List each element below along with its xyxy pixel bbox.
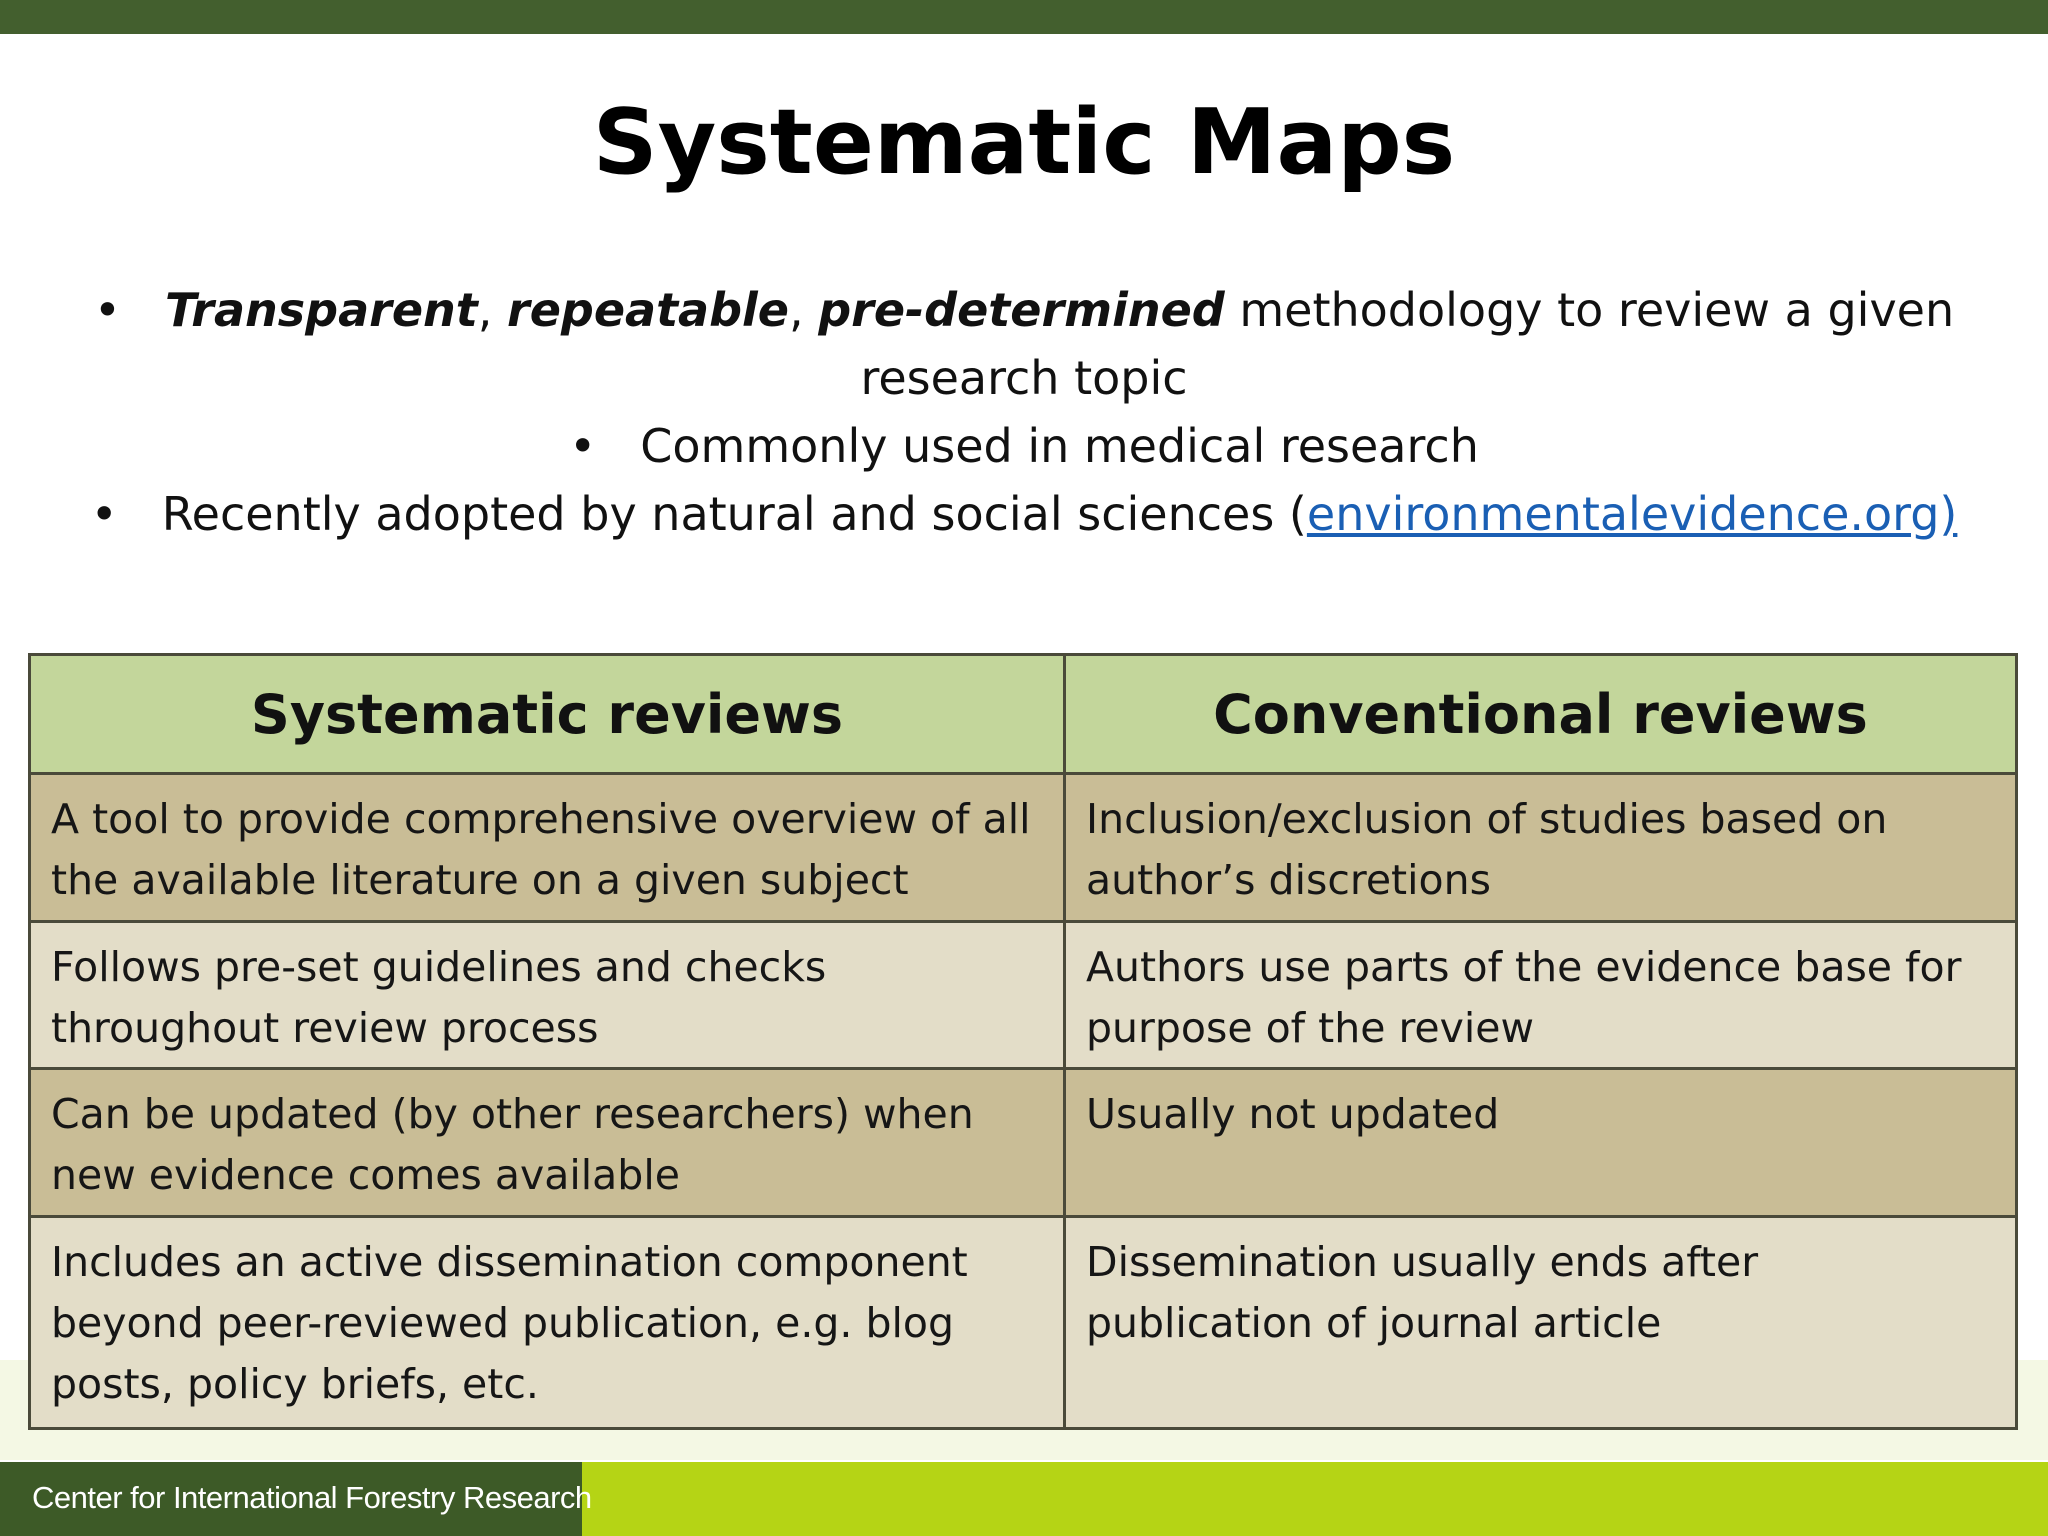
keyword-transparent: Transparent [164,283,478,337]
table-row [30,1069,2017,1217]
cell-systematic: Includes an active dissemination component beyond peer-reviewed publication, e.g. blog posts, policy briefs, etc. [30,1216,1065,1428]
cell-systematic: Can be updated (by other researchers) when new evidence comes available [30,1069,1065,1217]
comparison-table [28,653,2018,1430]
header-conventional-reviews: Conventional reviews [1065,655,2017,774]
table-row [30,774,2017,922]
keyword-repeatable: repeatable [507,283,789,337]
keyword-pre-determined: pre-determined [818,283,1225,337]
cell-conventional: Inclusion/exclusion of studies based on author’s discretions [1065,774,2017,922]
slide-title: Systematic Maps [592,90,1456,195]
bullet-text: Commonly used in medical research [640,419,1479,473]
bullet-dot-icon: • [569,419,597,473]
cell-systematic: Follows pre-set guidelines and checks throughout review process [30,921,1065,1069]
bullet-dot-icon: • [93,283,121,337]
table-header-row [30,655,2017,774]
top-banner [0,0,2048,34]
cell-systematic: A tool to provide comprehensive overview of all the available literature on a given subject [30,774,1065,922]
bullet-item-methodology-cont: research topic [860,351,1188,405]
environmental-evidence-link[interactable]: environmentalevidence.org) [1306,487,1958,541]
bullet-separator: , [789,283,819,337]
bullet-item-methodology [0,276,2048,344]
bullet-text: Recently adopted by natural and social sciences ( [161,487,1307,541]
bullet-item-medical [0,412,2048,480]
cell-conventional: Usually not updated [1065,1069,2017,1217]
table-row [30,1216,2017,1428]
table-row [30,921,2017,1069]
cell-conventional: Authors use parts of the evidence base for purpose of the review [1065,921,2017,1069]
bullet-text: methodology to review a given [1224,283,1955,337]
bullet-item-adopted [0,480,2048,548]
cell-conventional: Dissemination usually ends after publication of journal article [1065,1216,2017,1428]
bullet-separator: , [477,283,508,337]
bullet-dot-icon: • [90,487,118,541]
header-systematic-reviews: Systematic reviews [30,655,1065,774]
footer-org-name: Center for International Forestry Research [32,1480,592,1515]
bullet-list [0,276,2048,548]
comparison-table-container [28,653,2018,1430]
